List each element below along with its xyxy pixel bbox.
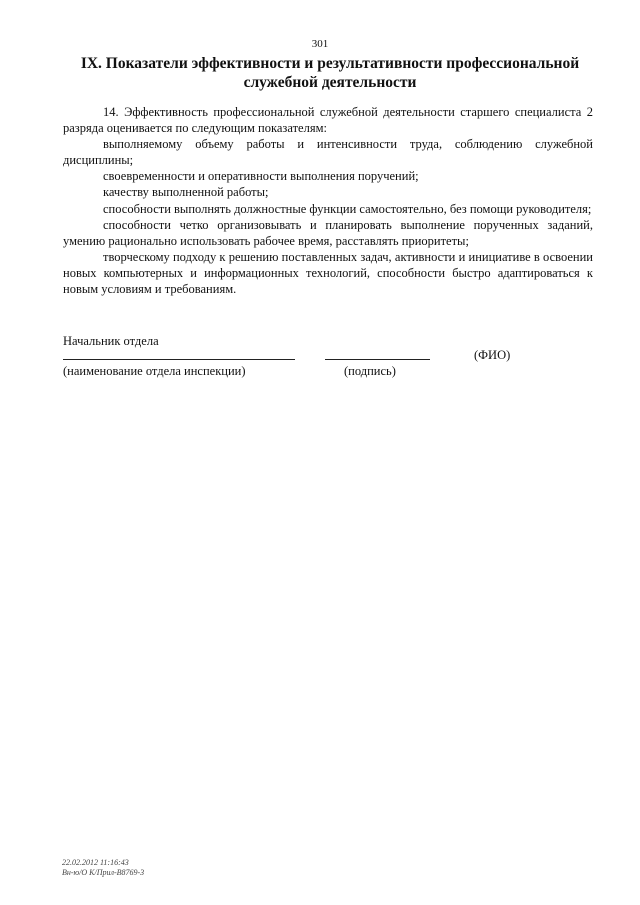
paragraph-item: способности выполнять должностные функции самостоятельно, без помощи руководителя; xyxy=(103,201,592,216)
footer-timestamp: 22.02.2012 11:16:43 xyxy=(62,858,129,867)
paragraph-item: способности четко организовывать и планировать выполнение порученных заданий, умению рационально использовать рабочее время, расставлять приоритеты; xyxy=(63,217,593,248)
paragraph-intro: 14. Эффективность профессиональной служебной деятельности старшего специалиста 2 разряда оценивается по следующим показателям: xyxy=(63,105,593,136)
footer-document-id: Вн-ю/О К/Прил-В8769-3 xyxy=(62,868,145,877)
paragraph-item: выполняемому объему работы и интенсивности труда, соблюдению служебной дисциплины; xyxy=(63,137,593,168)
department-caption: (наименование отдела инспекции) xyxy=(63,364,246,378)
fio-label: (ФИО) xyxy=(474,348,511,362)
section-title: IX. Показатели эффективности и результативности профессиональной служебной деятельности xyxy=(80,55,580,91)
department-signature-line xyxy=(63,359,295,360)
signature-caption: (подпись) xyxy=(344,364,396,378)
signature-line xyxy=(325,359,430,360)
signature-position-label: Начальник отдела xyxy=(63,334,159,348)
document-footer xyxy=(62,858,144,878)
page-number: 301 xyxy=(311,38,329,50)
body-text xyxy=(63,104,593,297)
paragraph-item: творческому подходу к решению поставленных задач, активности и инициативе в освоении новых компьютерных и информационных технологий, способности быстро адаптироваться к новым условиям и требованиям. xyxy=(63,249,593,297)
paragraph-item: качеству выполненной работы; xyxy=(103,185,269,200)
paragraph-item: своевременности и оперативности выполнения поручений; xyxy=(103,169,419,184)
